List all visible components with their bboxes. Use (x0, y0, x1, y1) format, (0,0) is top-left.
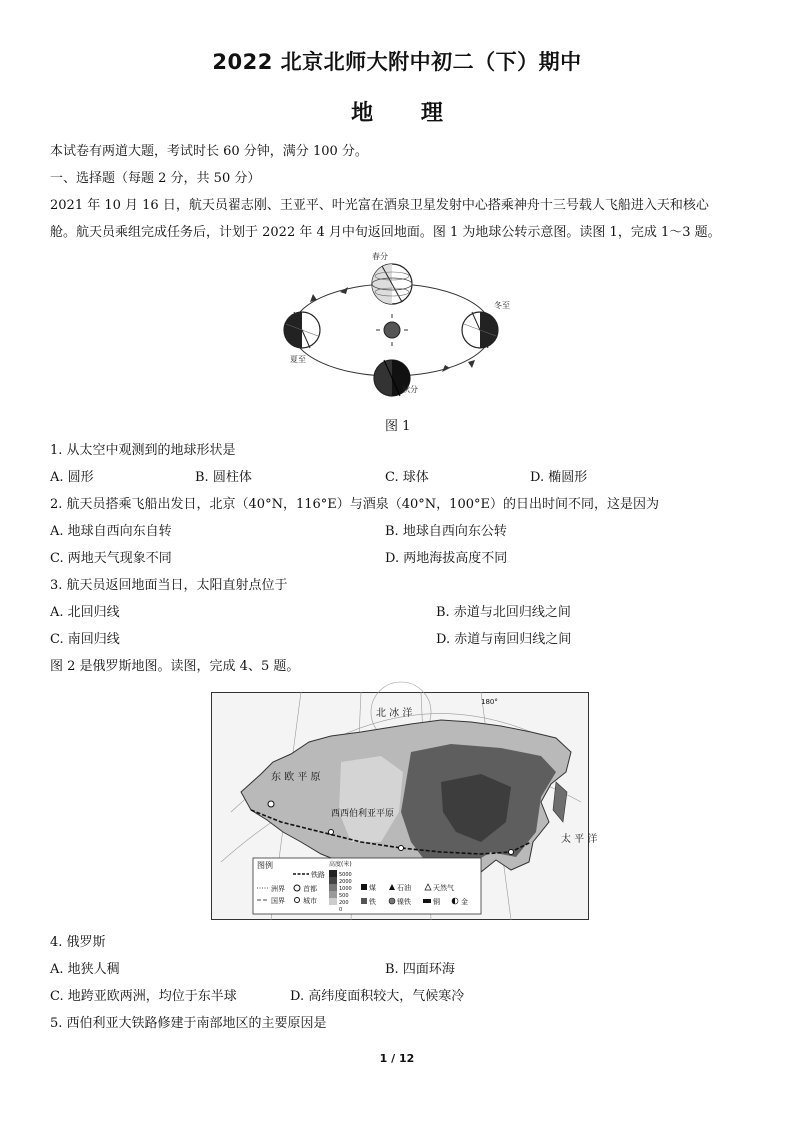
elevation-level: 500 (339, 893, 349, 899)
legend-resource-oil: 石油 (397, 884, 411, 892)
elevation-swatch (329, 884, 337, 891)
q2-option-b: B. 地球自西向东公转 (385, 524, 507, 539)
label-east-european-plain: 东 欧 平 原 (271, 772, 321, 783)
q1-option-d: D. 椭圆形 (530, 470, 588, 485)
passage-line-1: 2021 年 10 月 16 日，航天员翟志刚、王亚平、叶光富在酒泉卫星发射中心搭乘神舟十三号载人飞船进入天和核心 (50, 198, 709, 213)
elevation-level: 1000 (339, 886, 352, 892)
q1-option-c: C. 球体 (385, 470, 429, 485)
legend-city: 城市 (303, 897, 317, 905)
question-4-stem: 4. 俄罗斯 (50, 935, 106, 950)
elevation-swatch (329, 877, 337, 884)
subject-title: 地 理 (351, 101, 443, 126)
earth-revolution-diagram (280, 250, 520, 398)
label-arctic-ocean: 北 冰 洋 (376, 708, 413, 719)
question-1-stem: 1. 从太空中观测到的地球形状是 (50, 443, 236, 458)
legend-country-border: 国界 (271, 897, 285, 905)
elevation-level: 2000 (339, 879, 352, 885)
label-winter: 冬至 (494, 301, 510, 310)
q3-option-c: C. 南回归线 (50, 632, 120, 647)
question-3-stem: 3. 航天员返回地面当日，太阳直射点位于 (50, 578, 288, 593)
q2-option-c: C. 两地天气现象不同 (50, 551, 172, 566)
city-marker (399, 846, 404, 851)
iron-icon (361, 898, 367, 904)
orbit-arrow (468, 360, 475, 368)
passage-line-2: 舱。航天员乘组完成任务后，计划于 2022 年 4 月中旬返回地面。图 1 为地球公转示意图。读图 1，完成 1～3 题。 (50, 225, 721, 240)
q2-option-a: A. 地球自西向东自转 (50, 524, 172, 539)
city-marker (329, 830, 334, 835)
copper-icon (423, 899, 431, 903)
figure-2-intro: 图 2 是俄罗斯地图。读图，完成 4、5 题。 (50, 659, 300, 674)
earth-summer-icon (284, 312, 320, 348)
elevation-level: 0 (339, 907, 343, 913)
label-west-siberian-plain: 西西伯利亚平原 (331, 809, 395, 819)
q4-option-d: D. 高纬度面积较大，气候寒冷 (290, 989, 465, 1004)
label-summer: 夏至 (290, 355, 306, 364)
page-number: 1 / 12 (379, 1052, 415, 1065)
figure-1-caption: 图 1 (385, 419, 411, 434)
section-title: 一、选择题（每题 2 分，共 50 分） (50, 171, 261, 186)
legend-resource-gold: 金 (461, 898, 468, 906)
nickel-icon (389, 898, 395, 904)
legend-capital: 首都 (303, 885, 317, 893)
q4-option-c: C. 地跨亚欧两洲，均位于东半球 (50, 989, 237, 1004)
city-marker (268, 801, 274, 807)
orbit-arrow (310, 294, 317, 302)
legend-railway: 铁路 (311, 871, 325, 879)
q3-option-a: A. 北回归线 (50, 605, 120, 620)
sun-icon (384, 322, 400, 338)
q4-option-a: A. 地狭人稠 (50, 962, 120, 977)
earth-spring-icon (372, 264, 412, 304)
question-5-stem: 5. 西伯利亚大铁路修建于南部地区的主要原因是 (50, 1016, 327, 1031)
exam-note: 本试卷有两道大题，考试时长 60 分钟，满分 100 分。 (50, 144, 368, 159)
legend-resource-nickel: 镍铁 (397, 898, 411, 906)
label-pacific: 太 平 洋 (561, 834, 598, 845)
legend-title: 图例 (257, 861, 273, 870)
coal-icon (361, 884, 367, 890)
label-autumn: 秋分 (402, 385, 418, 394)
legend-elevation-title: 高度(米) (329, 861, 352, 868)
city-marker (509, 850, 514, 855)
q3-option-d: D. 赤道与南回归线之间 (436, 632, 572, 647)
legend-resource-iron: 铁 (369, 898, 376, 906)
elevation-swatch (329, 870, 337, 877)
map-legend (253, 858, 481, 914)
elevation-swatch (329, 898, 337, 905)
legend-resource-gas: 天然气 (433, 884, 454, 892)
label-spring: 春分 (372, 252, 388, 261)
q1-option-b: B. 圆柱体 (195, 470, 252, 485)
elevation-swatch (329, 891, 337, 898)
q1-option-a: A. 圆形 (50, 470, 94, 485)
legend-capital-icon (294, 885, 300, 891)
legend-resource-coal: 煤 (369, 884, 376, 892)
legend-continent-border: 洲界 (271, 885, 285, 893)
q2-option-d: D. 两地海拔高度不同 (385, 551, 508, 566)
elevation-level: 5000 (339, 872, 352, 878)
russia-map (211, 692, 598, 920)
elevation-level: 200 (339, 900, 349, 906)
legend-city-icon (295, 898, 300, 903)
question-2-stem: 2. 航天员搭乘飞船出发日，北京（40°N，116°E）与酒泉（40°N，100°E）的日出时间不同，这是因为 (50, 497, 659, 512)
earth-winter-icon (462, 312, 498, 348)
legend-resource-copper: 铜 (433, 898, 440, 906)
label-longitude-180: 180° (481, 698, 498, 706)
q4-option-b: B. 四面环海 (385, 962, 455, 977)
orbit-arrow (442, 365, 450, 372)
q3-option-b: B. 赤道与北回归线之间 (436, 605, 571, 620)
document-title: 2022 北京北师大附中初二（下）期中 (212, 50, 582, 74)
